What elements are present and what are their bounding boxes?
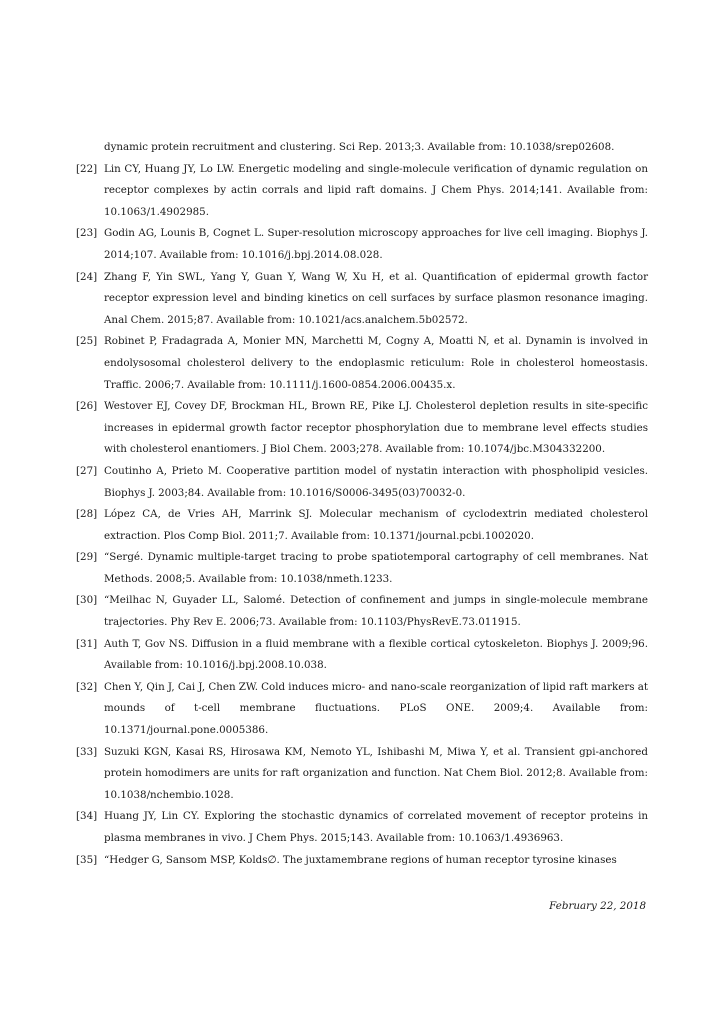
reference-text: López CA, de Vries AH, Marrink SJ. Molecular mechanism of cyclodextrin mediated cholesterol extraction. Plos Comp Biol. 2011;7. Available from: 10.1371/journal.pcbi.1002020.	[104, 508, 648, 542]
reference-entry	[76, 223, 648, 266]
reference-text: “Meilhac N, Guyader LL, Salomé. Detection of confinement and jumps in single-molecule membrane trajectories. Phy Rev E. 2006;73. Available from: 10.1103/PhysRevE.73.011915.	[104, 594, 648, 629]
reference-number: [35]	[76, 853, 98, 866]
reference-text: Suzuki KGN, Kasai RS, Hirosawa KM, Nemoto YL, Ishibashi M, Miwa Y, et al. Transient gpi-anchored protein homodimers are units for raft organization and function. Nat Chem Biol. 2012;8. Available from: 10.1038/nchembio.1028.	[104, 745, 648, 801]
reference-entry	[76, 547, 648, 590]
reference-number: [24]	[76, 270, 98, 283]
reference-number: [34]	[76, 810, 98, 823]
reference-entry	[76, 634, 648, 677]
reference-entry	[76, 137, 648, 159]
reference-text: Coutinho A, Prieto M. Cooperative partition model of nystatin interaction with phospholipid vesicles. Biophys J. 2003;84. Available from: 10.1016/S0006-3495(03)70032-0.	[104, 464, 648, 499]
reference-text: Godin AG, Lounis B, Cognet L. Super-resolution microscopy approaches for live cell imaging. Biophys J. 2014;107. Available from: 10.1016/j.bpj.2014.08.028.	[104, 227, 648, 261]
reference-text: dynamic protein recruitment and clustering. Sci Rep. 2013;3. Available from: 10.1038/srep02608.	[104, 141, 615, 153]
reference-entry	[76, 850, 648, 872]
reference-entry	[76, 331, 648, 396]
reference-entry	[76, 806, 648, 849]
reference-entry	[76, 159, 648, 224]
reference-text: “Sergé. Dynamic multiple-target tracing to probe spatiotemporal cartography of cell membranes. Nat Methods. 2008;5. Available from: 10.1038/nmeth.1233.	[104, 551, 648, 585]
reference-number: [30]	[76, 594, 98, 607]
reference-list	[76, 137, 648, 871]
reference-number: [33]	[76, 745, 98, 758]
reference-text: Zhang F, Yin SWL, Yang Y, Guan Y, Wang W, Xu H, et al. Quantification of epidermal growth factor receptor expression level and binding kinetics on cell surfaces by surface plasmon resonance imaging. Anal Chem. 2015;87. Available from: 10.1021/acs.analchem.5b02572.	[104, 270, 648, 326]
reference-text: “Hedger G, Sansom MSP, Kolds∅. The juxtamembrane regions of human receptor tyrosine kinases	[104, 853, 617, 866]
reference-entry	[76, 590, 648, 633]
reference-number: [26]	[76, 400, 98, 413]
reference-number: [25]	[76, 335, 98, 348]
reference-number: [29]	[76, 551, 98, 564]
reference-entry	[76, 677, 648, 742]
reference-number: [31]	[76, 637, 98, 650]
reference-number: [28]	[76, 508, 98, 521]
page-footer-date: February 22, 2018	[549, 900, 646, 912]
reference-number: [32]	[76, 680, 98, 693]
reference-entry	[76, 461, 648, 504]
reference-entry	[76, 742, 648, 807]
reference-text: Lin CY, Huang JY, Lo LW. Energetic modeling and single-molecule verification of dynamic regulation on receptor complexes by actin corrals and lipid raft domains. J Chem Phys. 2014;141. Available from: 10.1063/1.4902985.	[104, 162, 648, 218]
reference-number: [27]	[76, 464, 98, 477]
reference-text: Robinet P, Fradagrada A, Monier MN, Marchetti M, Cogny A, Moatti N, et al. Dynamin is involved in endolysosomal cholesterol delivery to the endoplasmic reticulum: Role in cholesterol homeostasis. Traffic. 2006;7. Available from: 10.1111/j.1600-0854.2006.00435.x.	[104, 335, 648, 391]
reference-text: Auth T, Gov NS. Diffusion in a fluid membrane with a flexible cortical cytoskeleton. Biophys J. 2009;96. Available from: 10.1016/j.bpj.2008.10.038.	[104, 637, 648, 672]
reference-text: Chen Y, Qin J, Cai J, Chen ZW. Cold induces micro- and nano-scale reorganization of lipid raft markers at mounds of t-cell membrane fluctuations. PLoS ONE. 2009;4. Available from: 10.1371/journal.pone.0005386.	[104, 680, 648, 737]
reference-number: [22]	[76, 162, 98, 175]
reference-entry	[76, 396, 648, 461]
reference-entry	[76, 504, 648, 547]
reference-text: Westover EJ, Covey DF, Brockman HL, Brown RE, Pike LJ. Cholesterol depletion results in site-specific increases in epidermal growth factor receptor phosphorylation due to membrane level effects studies with cholesterol enantiomers. J Biol Chem. 2003;278. Available from: 10.1074/jbc.M304332200.	[104, 400, 648, 456]
reference-number: [23]	[76, 227, 98, 240]
reference-entry	[76, 267, 648, 332]
reference-text: Huang JY, Lin CY. Exploring the stochastic dynamics of correlated movement of receptor proteins in plasma membranes in vivo. J Chem Phys. 2015;143. Available from: 10.1063/1.4936963.	[104, 810, 648, 844]
